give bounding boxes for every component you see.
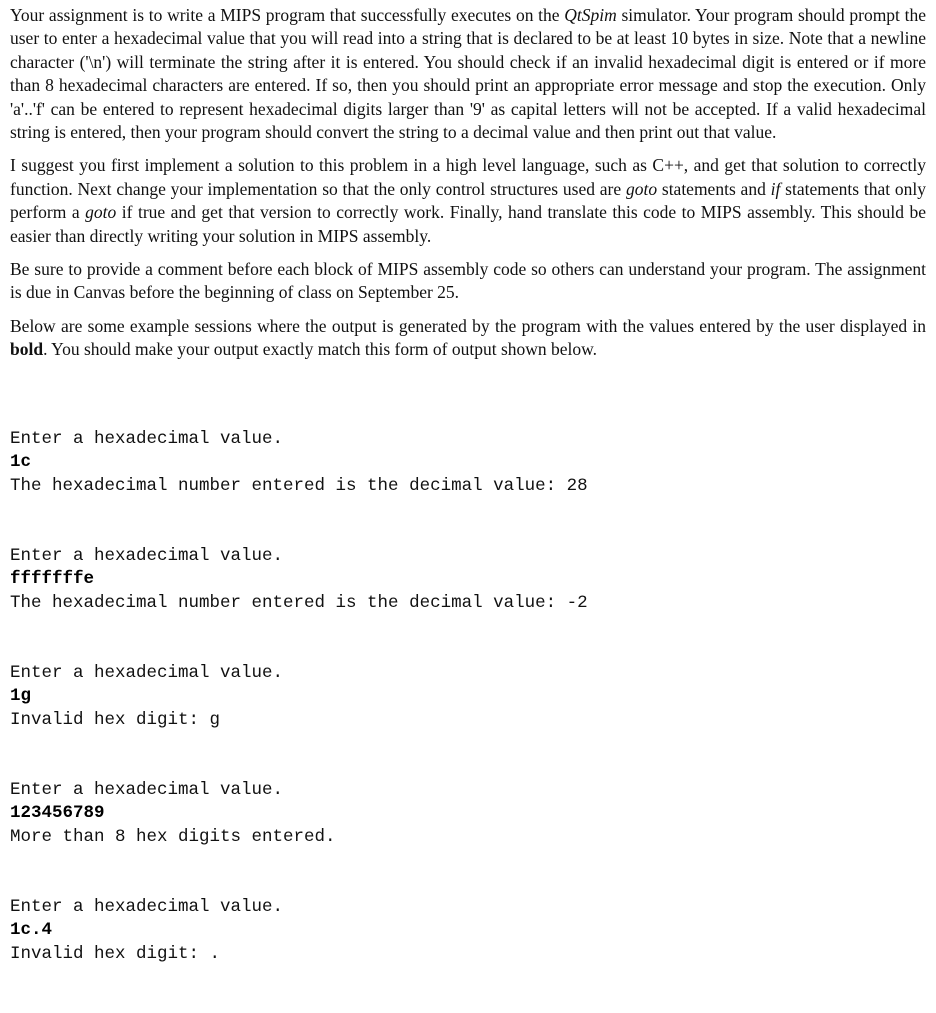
session-output: Invalid hex digit: g xyxy=(10,709,221,730)
session-user-input: 1g xyxy=(10,686,32,707)
text: statements and xyxy=(657,178,771,199)
qtspim-emphasis: QtSpim xyxy=(564,5,617,25)
example-session xyxy=(10,662,926,779)
session-output: The hexadecimal number entered is the decimal value: -2 xyxy=(10,592,588,613)
suggestion-paragraph xyxy=(10,154,926,248)
example-session xyxy=(10,428,926,545)
session-user-input: 123456789 xyxy=(10,803,105,824)
session-output: The hexadecimal number entered is the decimal value: 28 xyxy=(10,475,588,496)
examples-intro-paragraph xyxy=(10,315,926,362)
assignment-document xyxy=(10,4,926,372)
session-prompt: Enter a hexadecimal value. xyxy=(10,780,284,800)
goto-emphasis: goto xyxy=(85,202,117,223)
session-output: Invalid hex digit: . xyxy=(10,943,221,964)
session-user-input: 1c xyxy=(10,452,32,473)
text: Your assignment is to write a MIPS program that successfully executes on the xyxy=(10,5,565,25)
text: simulator. Your program should prompt the user to enter a hexadecimal value that you will read into a string that is declared to be at least 10 bytes in size. Note that a newline character ('\n') will terminate the string after it is entered. You should check if an invalid hexadecimal digit is entered or if more than 8 hexadecimal characters are entered. If so, then you should print an appropriate error message and stop the execution. Only 'a'..'f' can be entered to represent hexadecimal digits larger than '9' as capital letters will not be accepted. If a valid hexadecimal string is entered, then your program should convert the string to a decimal value and then print out that value. xyxy=(10,5,927,143)
bold-emphasis: bold xyxy=(10,339,44,360)
example-session xyxy=(10,545,926,662)
session-user-input: fffffffe xyxy=(10,569,95,590)
text: if true and get that version to correctly work. Finally, hand translate this code to MIPS assembly. This should be easier than directly writing your solution in MIPS assembly. xyxy=(10,202,926,246)
example-session xyxy=(10,896,926,1013)
text: Below are some example sessions where the output is generated by the program with the values entered by the user displayed in xyxy=(10,315,926,336)
goto-emphasis: goto xyxy=(625,178,658,199)
text: statements that only perform a xyxy=(10,178,926,223)
due-date-paragraph: Be sure to provide a comment before each block of MIPS assembly code so others can understand your program. The assignment is due in Canvas before the beginning of class on September 25. xyxy=(10,259,926,303)
text: . You should make your output exactly match this form of output shown below. xyxy=(43,339,598,360)
example-sessions xyxy=(10,428,926,1013)
session-user-input: 1c.4 xyxy=(10,920,53,941)
if-emphasis: if xyxy=(770,178,781,199)
session-prompt: Enter a hexadecimal value. xyxy=(10,429,284,449)
intro-paragraph xyxy=(10,4,926,144)
session-prompt: Enter a hexadecimal value. xyxy=(10,897,284,917)
session-output: More than 8 hex digits entered. xyxy=(10,826,336,847)
session-prompt: Enter a hexadecimal value. xyxy=(10,546,284,566)
session-prompt: Enter a hexadecimal value. xyxy=(10,663,284,683)
text: I suggest you first implement a solution to this problem in a high level language, such as C++, and get that solution to correctly function. Next change your implementation so that the only control structures used are xyxy=(10,155,926,199)
example-session xyxy=(10,779,926,896)
